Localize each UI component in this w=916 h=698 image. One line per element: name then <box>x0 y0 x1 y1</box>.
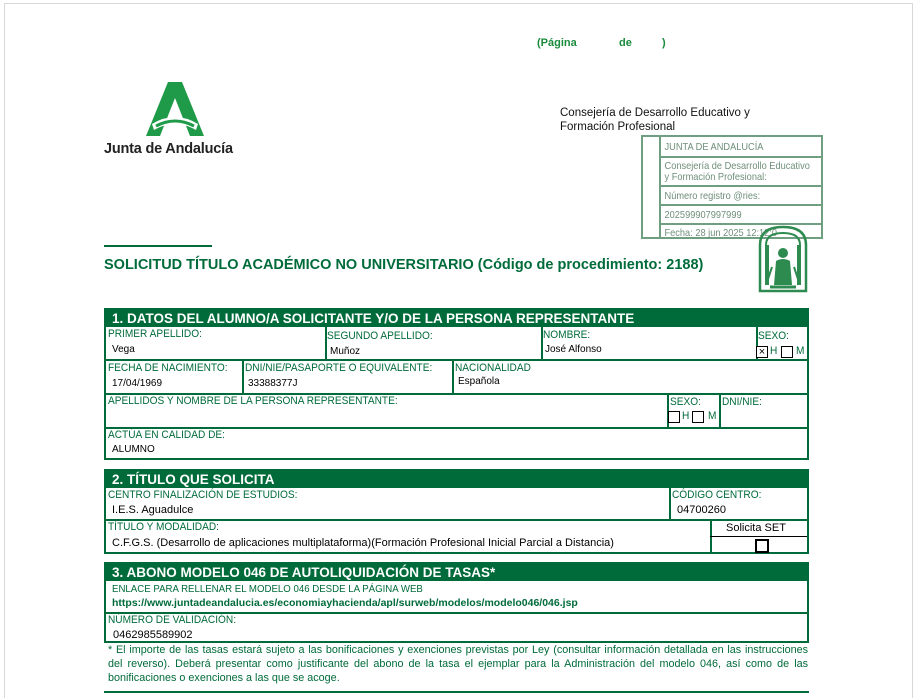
bottom-divider <box>104 691 809 693</box>
representante-dni-field[interactable] <box>724 411 804 423</box>
title-accent-bar <box>104 245 212 247</box>
solicita-set-checkbox[interactable] <box>755 539 769 553</box>
stamp-row-consejeria: Consejería de Desarrollo Educativo <box>664 160 810 172</box>
numero-validacion-label: NÚMERO DE VALIDACIÓN: <box>108 614 237 626</box>
representante-dni-label: DNI/NIE: <box>722 396 762 408</box>
section-titulo <box>104 469 809 554</box>
sexo-label: SEXO: <box>758 330 789 342</box>
representante-sexo-m-checkbox[interactable] <box>692 411 704 423</box>
centro-field[interactable]: I.E.S. Aguadulce <box>112 504 194 516</box>
stamp-row-fecha: Fecha: 28 jun 2025 12:12:0 <box>664 227 778 239</box>
consejeria-line2: Formación Profesional <box>560 121 676 133</box>
section-datos-alumno <box>104 308 809 460</box>
sexo-m-label: M <box>796 345 805 357</box>
representante-label: APELLIDOS Y NOMBRE DE LA PERSONA REPRESENTANTE: <box>108 395 398 407</box>
junta-logo-text: Junta de Andalucía <box>104 141 233 157</box>
solicita-set-label: Solicita SET <box>726 522 786 534</box>
pagina-label: (Página <box>537 37 577 49</box>
fecha-nacimiento-field[interactable]: 17/04/1969 <box>112 378 163 389</box>
section1-heading: 1. DATOS DEL ALUMNO/A SOLICITANTE Y/O DE LA PERSONA REPRESENTANTE <box>106 310 807 327</box>
close-paren: ) <box>662 37 666 49</box>
andalucia-emblem-icon <box>756 223 810 293</box>
primer-apellido-label: PRIMER APELLIDO: <box>108 328 202 340</box>
junta-logo-icon <box>142 80 208 138</box>
dni-label: DNI/NIE/PASAPORTE O EQUIVALENTE: <box>245 362 433 374</box>
centro-label: CENTRO FINALIZACIÓN DE ESTUDIOS: <box>108 489 298 501</box>
sexo-h-label: H <box>770 345 778 357</box>
nacionalidad-label: NACIONALIDAD <box>455 362 531 374</box>
stamp-row-formacion: y Formación Profesional: <box>664 171 767 183</box>
actua-calidad-label: ACTÚA EN CALIDAD DE: <box>108 429 225 441</box>
section-abono-046 <box>104 562 809 643</box>
consejeria-line1: Consejería de Desarrollo Educativo y <box>560 107 750 119</box>
stamp-row-registro-number: 202599907997999 <box>664 209 742 221</box>
enlace-046-link[interactable]: https://www.juntadeandalucia.es/economiayhacienda/apl/surweb/modelos/modelo046/046.jsp <box>112 597 578 609</box>
nombre-field[interactable]: José Alfonso <box>545 344 602 355</box>
segundo-apellido-label: SEGUNDO APELLIDO: <box>327 330 433 342</box>
dni-field[interactable]: 33388377J <box>248 378 298 389</box>
section2-heading: 2. TÍTULO QUE SOLICITA <box>106 471 807 488</box>
document-title: SOLICITUD TÍTULO ACADÉMICO NO UNIVERSITARIO (Código de procedimiento: 2188) <box>104 257 704 273</box>
representante-sexo-h-checkbox[interactable] <box>668 411 680 423</box>
codigo-centro-label: CÓDIGO CENTRO: <box>672 489 762 501</box>
primer-apellido-field[interactable]: Vega <box>112 344 135 355</box>
representante-sexo-h-label: H <box>682 410 690 422</box>
actua-calidad-field[interactable]: ALUMNO <box>112 444 155 455</box>
titulo-modalidad-label: TÍTULO Y MODALIDAD: <box>108 521 219 533</box>
stamp-row-junta: JUNTA DE ANDALUCÍA <box>664 141 764 153</box>
representante-field[interactable] <box>112 411 662 423</box>
fecha-nacimiento-label: FECHA DE NACIMIENTO: <box>108 362 228 374</box>
stamp-row-registro-label: Número registro @ries: <box>664 190 761 202</box>
enlace-046-label: ENLACE PARA RELLENAR EL MODELO 046 DESDE LA PÁGINA WEB <box>112 583 423 595</box>
representante-sexo-m-label: M <box>708 410 717 422</box>
segundo-apellido-field[interactable]: Muñoz <box>330 346 361 357</box>
codigo-centro-field[interactable]: 04700260 <box>677 504 726 516</box>
de-label: de <box>619 37 632 49</box>
consejeria-heading <box>560 106 750 134</box>
representante-sexo-label: SEXO: <box>670 396 701 408</box>
section3-heading: 3. ABONO MODELO 046 DE AUTOLIQUIDACIÓN DE TASAS* <box>106 564 807 581</box>
tasas-footnote: * El importe de las tasas estará sujeto a las bonificaciones y exenciones previstas por Ley (consultar información detallada en las instrucciones del reverso). Deberá presentar como justificante del abono de la tasa el ejemplar para la Administración del modelo 046, así como de las bonificaciones o exenciones a las que se acoge. <box>108 644 808 684</box>
titulo-modalidad-field[interactable]: C.F.G.S. (Desarrollo de aplicaciones multiplataforma)(Formación Profesional Inicial Parcial a Distancia) <box>112 537 614 549</box>
sexo-m-checkbox[interactable] <box>781 346 793 358</box>
nombre-label: NOMBRE: <box>543 329 591 341</box>
numero-validacion-field[interactable]: 0462985589902 <box>113 629 193 641</box>
sexo-h-checkbox[interactable]: × <box>756 346 768 358</box>
nacionalidad-field[interactable]: Española <box>458 376 500 387</box>
